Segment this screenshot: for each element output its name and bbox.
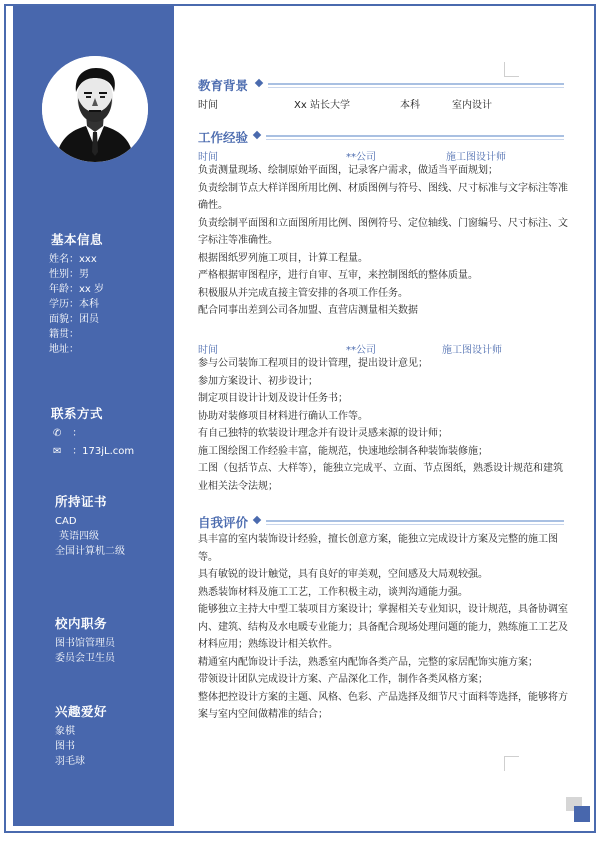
contact-email xyxy=(53,444,174,459)
job-1-header xyxy=(198,148,568,162)
hobby-badminton: 羽毛球 xyxy=(55,756,85,767)
sidebar-contact-title: 联系方式 xyxy=(51,406,104,421)
work-rule-thin xyxy=(266,139,564,140)
avatar xyxy=(42,56,148,162)
job-2-duty: 制定项目设计计划及设计任务书； xyxy=(198,393,348,404)
sidebar xyxy=(13,6,174,826)
job-1-duty: 负责测量现场、绘制原始平面图，记录客户需求，做适当平面规划； xyxy=(198,165,498,176)
job-1-duty: 负责绘制节点大样详图所用比例、材质图例与符号、图线、尺寸标准与文字标注等准确性。 xyxy=(198,182,568,211)
basic-education: 学历：本科 xyxy=(49,299,99,310)
job-1-role: 施工图设计师 xyxy=(446,152,506,163)
self-header xyxy=(198,513,568,529)
basic-hometown: 籍贯： xyxy=(49,329,79,340)
self-item: 整体把控设计方案的主题、风格、色彩、产品选择及细节尺寸面料等选择，能够将方案与室内空间做精准的结合； xyxy=(198,691,568,720)
education-rule-thin xyxy=(268,87,564,88)
basic-name: 姓名：xxx xyxy=(49,254,97,265)
self-item: 熟悉装饰材料及施工工艺，工作积极主动，谈判沟通能力强。 xyxy=(198,586,468,598)
cert-computer: 全国计算机二级 xyxy=(55,546,125,557)
education-degree: 本科 xyxy=(400,100,420,111)
job-2-duty: 参与公司装饰工程项目的设计管理，提出设计意见； xyxy=(198,358,428,369)
person-portrait-icon xyxy=(42,56,148,162)
self-diamond xyxy=(253,516,261,524)
job-2-time: 时间 xyxy=(198,345,218,356)
self-item: 具有敏锐的设计触觉，具有良好的审美观，空间感及大局观较强。 xyxy=(198,569,488,580)
job-1-duty: 负责绘制平面图和立面图所用比例、图例符号、定位轴线、门窗编号、尺寸标注、文字标注等准确性。 xyxy=(198,217,568,246)
self-item: 能够独立主持大中型工装项目方案设计；掌握相关专业知识，设计规范，具备协调室内、建筑、结构及水电暖专业能力；具备配合现场处理问题的能力，熟练施工工艺及材料应用；熟练设计相关软件。 xyxy=(198,604,568,650)
job-2-duties xyxy=(198,355,570,495)
self-rule xyxy=(266,520,564,522)
sidebar-certs-section xyxy=(13,492,174,559)
education-row xyxy=(198,96,568,110)
phone-icon: ✆ xyxy=(53,428,62,439)
basic-political-status: 面貌：团员 xyxy=(49,314,99,325)
sidebar-contact-section xyxy=(13,404,174,459)
job-2-duty: 施工图绘图工作经验丰富，能规范，快速地绘制各种装饰装修施； xyxy=(198,445,488,457)
job-1-company: **公司 xyxy=(346,152,376,163)
contact-phone-value: ： xyxy=(72,428,83,439)
self-title: 自我评价 xyxy=(198,515,249,530)
job-1-duty: 积极服从并完成直接主管安排的各项工作任务。 xyxy=(198,287,408,299)
sidebar-hobby-section xyxy=(13,702,174,769)
corner-mark-bottom xyxy=(504,756,519,771)
sidebar-basic-section xyxy=(13,230,174,357)
main-content xyxy=(174,0,594,841)
job-2-header xyxy=(198,341,568,355)
basic-gender: 性别：男 xyxy=(49,269,89,280)
education-header xyxy=(198,76,568,92)
self-item: 具丰富的室内装饰设计经验，擅长创意方案，能独立完成设计方案及完整的施工图等。 xyxy=(198,534,558,563)
contact-email-value: ：173jL.com xyxy=(72,446,135,457)
self-evaluation xyxy=(198,531,570,724)
cert-cet4: 英语四级 xyxy=(59,531,99,542)
work-rule xyxy=(266,135,564,137)
job-2-role: 施工图设计师 xyxy=(442,345,502,356)
education-diamond xyxy=(255,79,263,87)
job-1-duty: 根据图纸罗列施工项目，计算工程量。 xyxy=(198,252,368,264)
job-2-duty: 协助对装修项目材料进行确认工作等。 xyxy=(198,410,368,422)
work-title: 工作经验 xyxy=(198,130,249,145)
education-rule xyxy=(268,83,564,85)
mail-icon: ✉ xyxy=(53,446,62,457)
sidebar-school-section xyxy=(13,614,174,666)
education-time: 时间 xyxy=(198,100,218,111)
education-school: Xx 站长大学 xyxy=(294,100,350,111)
job-1-duty: 严格根据审图程序，进行自审、互审，来控制图纸的整体质量。 xyxy=(198,270,478,281)
job-2-duty: 工图（包括节点、大样等），能独立完成平、立面、节点图纸，熟悉设计规范和建筑业相关法令法规； xyxy=(198,463,563,492)
hobby-books: 图书 xyxy=(55,741,75,752)
education-title: 教育背景 xyxy=(198,78,249,93)
cert-cad: CAD xyxy=(55,516,77,527)
education-major: 室内设计 xyxy=(452,100,492,111)
hobby-chess: 象棋 xyxy=(55,726,75,737)
work-diamond xyxy=(253,131,261,139)
basic-age: 年龄：xx 岁 xyxy=(49,284,105,295)
self-rule-thin xyxy=(266,524,564,525)
job-1-duties xyxy=(198,162,570,320)
basic-address: 地址： xyxy=(49,344,79,355)
sidebar-school-title: 校内职务 xyxy=(55,616,108,631)
school-role-librarian: 图书馆管理员 xyxy=(55,638,115,649)
work-header xyxy=(198,128,568,144)
decor-square-blue xyxy=(574,806,590,822)
job-2-company: **公司 xyxy=(346,345,376,356)
self-item: 带领设计团队完成设计方案、产品深化工作，制作各类风格方案； xyxy=(198,674,488,685)
sidebar-certs-title: 所持证书 xyxy=(55,494,108,509)
job-2-duty: 有自己独特的软装设计理念并有设计灵感来源的设计师； xyxy=(198,428,448,439)
contact-phone xyxy=(53,426,174,441)
school-role-hygiene: 委员会卫生员 xyxy=(55,653,115,664)
job-1-duty: 配合同事出差到公司各加盟、直营店测量相关数据 xyxy=(198,305,418,316)
corner-mark-top xyxy=(504,62,519,77)
self-item: 精通室内配饰设计手法，熟悉室内配饰各类产品，完整的家居配饰实施方案； xyxy=(198,656,538,668)
sidebar-hobby-title: 兴趣爱好 xyxy=(55,704,108,719)
sidebar-basic-title: 基本信息 xyxy=(51,232,104,247)
job-1-time: 时间 xyxy=(198,152,218,163)
job-2-duty: 参加方案设计、初步设计； xyxy=(198,375,318,387)
